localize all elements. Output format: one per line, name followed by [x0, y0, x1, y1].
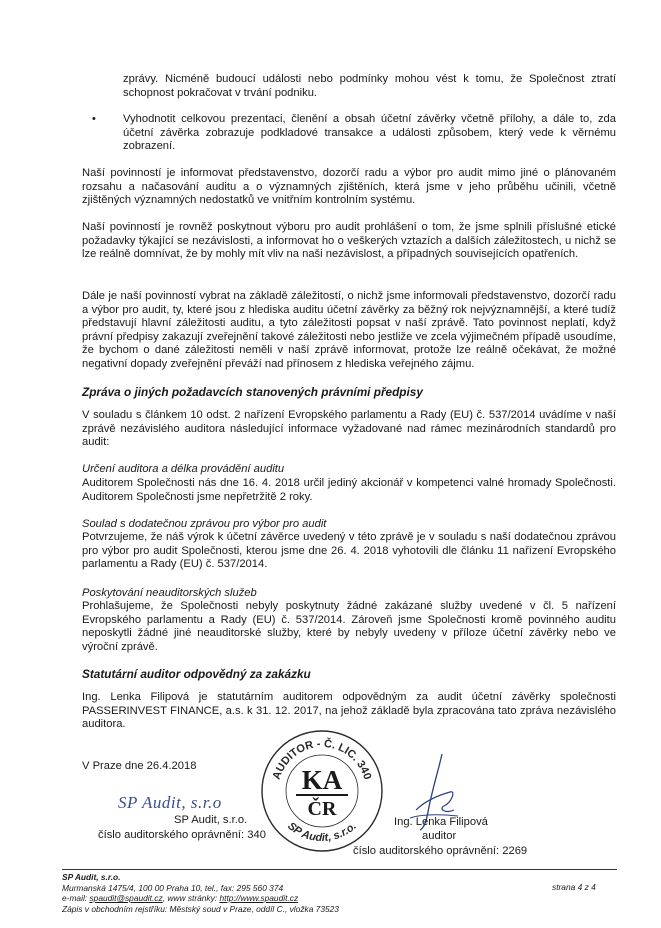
footer-register: Zápis v obchodním rejstříku: Městský soud v Praze, oddíl C., vložka 73523: [62, 903, 339, 914]
stamp-center-bottom: ČR: [307, 798, 337, 820]
auditor-role: auditor: [422, 830, 457, 842]
bullet-marker: •: [92, 113, 96, 125]
footer-block: [62, 872, 482, 914]
heading-statutory-auditor: Statutární auditor odpovědný za zakázku: [82, 667, 311, 681]
stamp-center-top: KA: [301, 765, 343, 795]
svg-text:SP Audit, s.r.o.: [285, 820, 359, 844]
footer-email-link[interactable]: spaudit@spaudit.cz: [89, 893, 163, 904]
subheading-auditor-appointment: Určení auditora a délka provádění auditu: [82, 463, 285, 475]
firm-license-number: číslo auditorského oprávnění: 340: [98, 829, 266, 841]
page-number: strana 4 z 4: [552, 882, 596, 892]
stamp-top-text: AUDITOR - Č. LIC. 340: [270, 737, 374, 782]
stamp-bottom-text: SP Audit, s.r.o.: [285, 820, 359, 845]
firm-script-signature: SP Audit, s.r.o: [118, 793, 222, 812]
paragraph-independence: Naší povinností je rovněž poskytnout výboru pro audit prohlášení o tom, že jsme splnili příslušné etické požadavky týkající se nezávislosti, a informovat ho o veškerých vztazích a dalších záležitostech, u nichž se lze reálně domnívat, že by mohly mít vliv na naši nezávislost, a případných souvisejících opatřeních.: [82, 221, 616, 261]
heading-other-requirements: Zpráva o jiných požadavcích stanovených právními předpisy: [82, 385, 423, 399]
subheading-consistency: Soulad s dodatečnou zprávou pro výbor pro audit: [82, 518, 327, 530]
paragraph-non-audit-services: Prohlašujeme, že Společnosti nebyly poskytnuty žádné zakázané služby uvedené v čl. 5 nařízení Evropského parlamentu a Rady (EU) č. 537/2014. Zároveň jsme Společnosti kromě povinného auditu neposkytli žádné jiné neauditorské služby, které by nebyly uvedeny v příloze účetní závěrky nebo ve výroční zprávě.: [82, 600, 616, 653]
subheading-non-audit-services: Poskytování neauditorských služeb: [82, 587, 257, 599]
auditor-name: Ing. Lenka Filipová: [394, 816, 488, 828]
paragraph-auditor-appointment: Auditorem Společnosti nás dne 16. 4. 2018 určil jediný akcionář v kompetenci valné hromady Společnosti. Auditorem Společnosti jsme nepřetržitě 2 roky.: [82, 477, 616, 503]
footer-address: Murmanská 1475/4, 100 00 Praha 10, tel., fax: 295 560 374: [62, 882, 284, 893]
place-and-date: V Praze dne 26.4.2018: [82, 760, 197, 772]
footer-web-label: , www stránky:: [162, 893, 218, 904]
paragraph-consistency: Potvrzujeme, že náš výrok k účetní závěrce uvedený v této zprávě je v souladu s naší dodatečnou zprávou pro výbor pro audit Společnosti, kterou jsme dne 26. 4. 2018 vyhotovili dle článku 11 nařízení Evropského parlamentu a Rady (EU) č. 537/2014.: [82, 531, 616, 571]
footer-divider: [62, 869, 617, 870]
bullet-continuation-text: zprávy. Nicméně budoucí události nebo podmínky mohou vést k tomu, že Společnost ztratí schopnost pokračovat v trvání podniku.: [123, 73, 616, 99]
footer-web-link[interactable]: http://www.spaudit.cz: [219, 893, 299, 904]
auditor-stamp: [258, 727, 386, 855]
auditor-license-number: číslo auditorského oprávnění: 2269: [353, 845, 528, 857]
firm-name: SP Audit, s.r.o.: [174, 814, 248, 826]
footer-contacts: [62, 893, 482, 904]
paragraph-key-audit-matters: Dále je naší povinností vybrat na základě záležitostí, o nichž jsme informovali představenstvo, dozorčí radu a výbor pro audit, ty, které jsou z hlediska auditu účetní závěrky za běžný rok nejvýznamnější, a které tudíž představují hlavní záležitosti auditu, a tyto záležitosti popsat v naší zprávě. Tato povinnost neplatí, když právní předpisy zakazují zveřejnění takové záležitosti nebo jestliže ve zcela výjimečném případě usoudíme, že bychom o dané záležitosti neměli v naší zprávě informovat, protože lze reálně očekávat, že možné negativní dopady zveřejnění převáží nad přínosem z hlediska veřejného zájmu.: [82, 290, 616, 370]
footer-company: SP Audit, s.r.o.: [62, 872, 121, 882]
footer-email-label: e-mail:: [62, 893, 88, 904]
paragraph-regulation: V souladu s článkem 10 odst. 2 nařízení Evropského parlamentu a Rady (EU) č. 537/2014 uvádíme v naší zprávě nezávislého auditora následující informace vyžadované nad rámec mezinárodních standardů pro audit:: [82, 409, 616, 449]
paragraph-statutory-auditor: Ing. Lenka Filipová je statutárním auditorem odpovědným za audit účetní závěrky společnosti PASSERINVEST FINANCE, a.s. k 31. 12. 2017, na jehož základě byla zpracována tato zpráva nezávislého auditora.: [82, 691, 616, 731]
paragraph-inform-board: Naší povinností je informovat představenstvo, dozorčí radu a výbor pro audit mimo jiné o plánovaném rozsahu a načasování auditu a o významných zjištěních, která jsme v jeho průběhu učinili, včetně zjištěných významných nedostatků ve vnitřním kontrolním systému.: [82, 167, 616, 207]
bullet-evaluate-text: Vyhodnotit celkovou prezentaci, členění a obsah účetní závěrky včetně přílohy, a dále to, zda účetní závěrka zobrazuje podkladové transakce a události způsobem, který vede k věrnému zobrazení.: [123, 113, 616, 153]
